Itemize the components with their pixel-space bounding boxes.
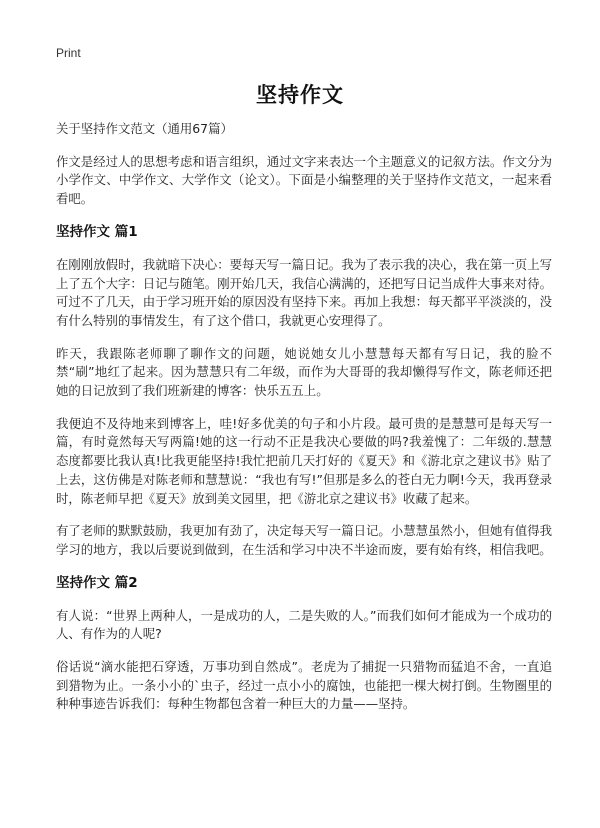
page-title: 坚持作文	[256, 83, 344, 107]
paragraph: 昨天，我跟陈老师聊了聊作文的问题，她说她女儿小慧慧每天都有写日记，我的脸不禁“刷”地红了起来。因为慧慧只有二年级，而作为大哥哥的我却懒得写作文，陈老师还把她的日记放到了我们班新建的博客：快乐五五上。	[56, 345, 552, 399]
document-subtitle: 关于坚持作文范文（通用67篇）	[56, 121, 233, 136]
section-2	[56, 574, 552, 715]
section-heading: 坚持作文 篇1	[56, 223, 138, 240]
paragraph: 俗话说“滴水能把石穿透，万事功到自然成”。老虎为了捕捉一只猎物而猛追不舍，一直追到猎物为止。一条小小的`虫子，经过一点小小的腐蚀，也能把一棵大树打倒。生物圈里的种种事迹告诉我们：每种生物都包含着一种巨大的力量——坚持。	[56, 659, 552, 712]
section-1	[56, 223, 552, 560]
print-label: Print	[56, 46, 81, 60]
intro-paragraph: 作文是经过人的思想考虑和语言组织，通过文字来表达一个主题意义的记叙方法。作文分为小学作文、中学作文、大学作文（论文）。下面是小编整理的关于坚持作文范文，一起来看看吧。	[56, 153, 552, 207]
document-body	[56, 120, 552, 728]
paragraph: 我便迫不及待地来到博客上，哇!好多优美的句子和小片段。最可贵的是慧慧可是每天写一篇，有时竟然每天写两篇!她的这一行动不正是我决心要做的吗?我羞愧了：二年级的.慧慧态度都要比我认真!比我更能坚持!我忙把前几天打好的《夏天》和《游北京之建议书》贴了上去，这仿佛是对陈老师和慧慧说：“我也有写!”但那是多么的苍白无力啊!今天，我再登录时，陈老师早把《夏天》放到美文园里，把《游北京之建议书》收藏了起来。	[56, 415, 552, 506]
paragraph: 在刚刚放假时，我就暗下决心：要每天写一篇日记。我为了表示我的决心，我在第一页上写上了五个大字：日记与随笔。刚开始几天，我信心满满的，还把写日记当成件大事来对待。可过不了几天，由于学习班开始的原因没有坚持下来。再加上我想：每天都平平淡淡的，没有什么特别的事情发生，有了这个借口，我就更心安理得了。	[56, 256, 552, 328]
section-heading: 坚持作文 篇2	[56, 574, 138, 591]
paragraph: 有了老师的默默鼓励，我更加有劲了，决定每天写一篇日记。小慧慧虽然小，但她有值得我学习的地方，我以后要说到做到，在生活和学习中决不半途而废，要有始有终，相信我吧。	[56, 523, 552, 557]
paragraph: 有人说：“世界上两种人，一是成功的人，二是失败的人。”而我们如何才能成为一个成功的人、有作为的人呢?	[56, 607, 552, 642]
